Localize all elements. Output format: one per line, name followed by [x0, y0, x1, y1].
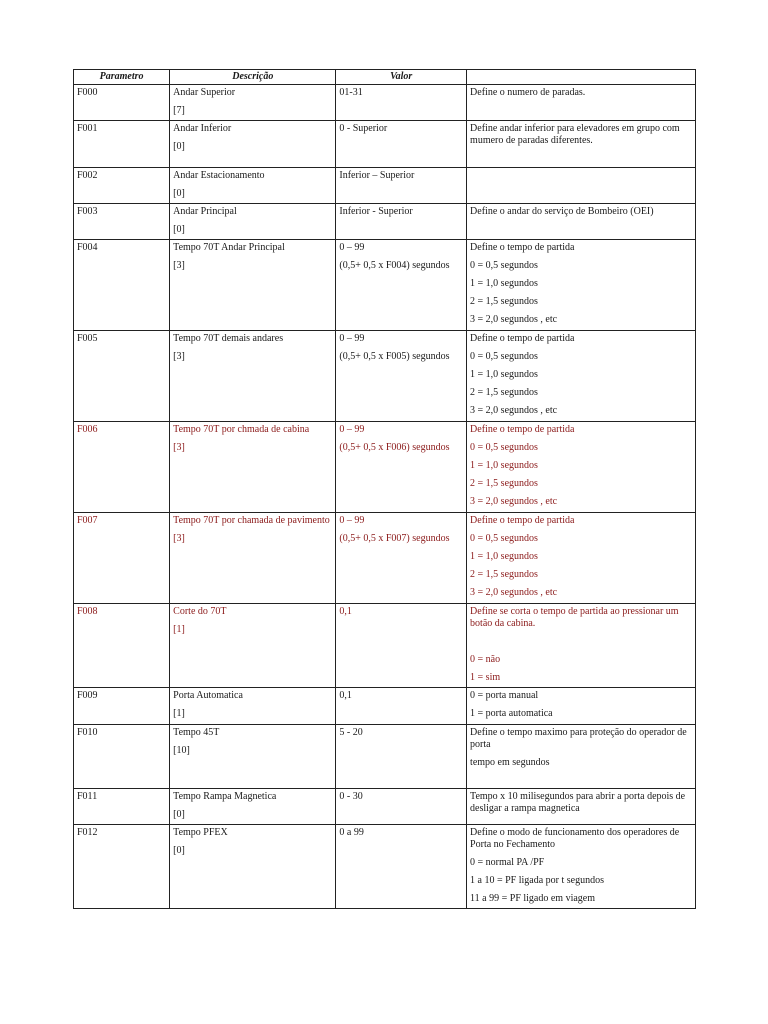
table-row — [74, 604, 696, 688]
param-definition-line: 0 = não — [470, 654, 501, 665]
param-id-cell: F012 — [74, 825, 170, 909]
param-definition-cell — [467, 604, 696, 688]
param-description: Andar Estacionamento — [173, 170, 265, 181]
param-default: [3] — [173, 442, 185, 453]
param-description-cell — [170, 85, 336, 121]
param-definition-cell — [467, 825, 696, 909]
param-id-cell: F006 — [74, 422, 170, 513]
param-description: Corte do 70T — [173, 606, 227, 617]
param-definition-line: 1 = 1,0 segundos — [470, 278, 538, 289]
param-id-cell: F003 — [74, 204, 170, 240]
param-definition-cell — [467, 513, 696, 604]
param-definition-line: 1 = 1,0 segundos — [470, 369, 538, 380]
param-default: [1] — [173, 708, 185, 719]
param-default: [10] — [173, 745, 190, 756]
param-definition-line: 0 = porta manual — [470, 690, 539, 701]
param-definition-line: 1 = 1,0 segundos — [470, 460, 538, 471]
param-value-line: 0 - Superior — [339, 123, 388, 134]
param-description-cell — [170, 331, 336, 422]
param-description: Andar Superior — [173, 87, 236, 98]
param-definition-line: 1 = porta automatica — [470, 708, 553, 719]
param-value-cell — [336, 688, 467, 725]
param-value-cell — [336, 513, 467, 604]
param-definition-line: 0 = normal PA /PF — [470, 857, 545, 868]
param-default: [1] — [173, 624, 185, 635]
param-definition-cell — [467, 85, 696, 121]
table-row — [74, 85, 696, 121]
param-definition-line: Define o tempo de partida — [470, 242, 575, 253]
param-value-cell — [336, 204, 467, 240]
param-value-line: 0 – 99 — [339, 242, 365, 253]
param-definition-line: 1 = sim — [470, 672, 501, 683]
table-row — [74, 240, 696, 331]
param-value-line: 0 - 30 — [339, 791, 363, 802]
param-value-line: 0 – 99 — [339, 333, 365, 344]
param-id-cell: F001 — [74, 121, 170, 168]
param-description-cell — [170, 204, 336, 240]
param-definition-line: 2 = 1,5 segundos — [470, 569, 538, 580]
param-id-cell: F011 — [74, 789, 170, 825]
param-id-cell: F000 — [74, 85, 170, 121]
param-description-cell — [170, 513, 336, 604]
param-definition-line: 11 a 99 = PF ligado em viagem — [470, 893, 596, 904]
param-value-line: 0 – 99 — [339, 515, 365, 526]
param-value-line: (0,5+ 0,5 x F005) segundos — [339, 351, 450, 362]
param-id-cell: F010 — [74, 725, 170, 789]
param-definition-cell — [467, 422, 696, 513]
param-description-cell — [170, 789, 336, 825]
param-value-line: 0,1 — [339, 690, 352, 701]
param-description: Porta Automatica — [173, 690, 243, 701]
param-definition-line: 2 = 1,5 segundos — [470, 387, 538, 398]
param-description-cell — [170, 240, 336, 331]
param-value-cell — [336, 825, 467, 909]
param-description-cell — [170, 121, 336, 168]
param-id-cell: F008 — [74, 604, 170, 688]
param-value-line: 0 a 99 — [339, 827, 364, 838]
param-definition-cell — [467, 168, 696, 204]
param-value-cell — [336, 240, 467, 331]
param-description-cell — [170, 168, 336, 204]
param-description: Tempo 70T por chmada de cabina — [173, 424, 310, 435]
param-description-cell — [170, 604, 336, 688]
param-description: Tempo 70T Andar Principal — [173, 242, 285, 253]
param-description: Tempo Rampa Magnetica — [173, 791, 277, 802]
param-description-cell — [170, 725, 336, 789]
param-value-line: Inferior - Superior — [339, 206, 413, 217]
table-row — [74, 789, 696, 825]
param-definition-line: Define o tempo de partida — [470, 515, 575, 526]
param-value-line: 0,1 — [339, 606, 352, 617]
param-definition-cell — [467, 240, 696, 331]
param-definition-line: Define o tempo de partida — [470, 333, 575, 344]
param-value-line: (0,5+ 0,5 x F004) segundos — [339, 260, 450, 271]
param-value-cell — [336, 422, 467, 513]
table-row — [74, 422, 696, 513]
param-id-cell: F002 — [74, 168, 170, 204]
param-value-line: 5 - 20 — [339, 727, 363, 738]
param-definition-line: 0 = 0,5 segundos — [470, 351, 538, 362]
table-row — [74, 331, 696, 422]
param-definition-line: 1 a 10 = PF ligada por t segundos — [470, 875, 605, 886]
param-definition-cell — [467, 331, 696, 422]
param-value-cell — [336, 725, 467, 789]
param-id-cell: F005 — [74, 331, 170, 422]
param-definition-line: 2 = 1,5 segundos — [470, 478, 538, 489]
param-definition-line: 2 = 1,5 segundos — [470, 296, 538, 307]
param-value-line: (0,5+ 0,5 x F006) segundos — [339, 442, 450, 453]
param-description: Tempo 70T demais andares — [173, 333, 284, 344]
param-description: Andar Inferior — [173, 123, 232, 134]
header-descricao: Descrição — [170, 70, 336, 85]
param-definition-line: Tempo x 10 milisegundos para abrir a porta depois de desligar a rampa magnetica — [470, 791, 686, 814]
param-definition-line: 3 = 2,0 segundos , etc — [470, 405, 558, 416]
param-definition-line: 0 = 0,5 segundos — [470, 260, 538, 271]
header-valor: Valor — [336, 70, 467, 85]
table-row — [74, 725, 696, 789]
param-default: [0] — [173, 809, 185, 820]
param-default: [0] — [173, 224, 185, 235]
param-value-line: 0 – 99 — [339, 424, 365, 435]
param-definition-line: Define andar inferior para elevadores em grupo com mumero de paradas diferentes. — [470, 123, 680, 146]
table-row — [74, 688, 696, 725]
param-definition-line: 0 = 0,5 segundos — [470, 533, 538, 544]
header-definicao — [467, 70, 696, 85]
param-value-cell — [336, 331, 467, 422]
param-definition-cell — [467, 688, 696, 725]
param-default: [0] — [173, 141, 185, 152]
param-id-cell: F007 — [74, 513, 170, 604]
param-definition-line: 3 = 2,0 segundos , etc — [470, 587, 558, 598]
param-value-cell — [336, 85, 467, 121]
param-definition-line: 0 = 0,5 segundos — [470, 442, 538, 453]
table-row — [74, 204, 696, 240]
param-definition-line: tempo em segundos — [470, 757, 550, 768]
param-definition-line — [470, 636, 692, 648]
param-definition-line: 3 = 2,0 segundos , etc — [470, 314, 558, 325]
header-row — [74, 70, 696, 85]
param-definition-line: Define o andar do serviço de Bombeiro (OEI) — [470, 206, 654, 217]
param-description: Tempo PFEX — [173, 827, 228, 838]
param-default: [7] — [173, 105, 185, 116]
param-definition-line: 3 = 2,0 segundos , etc — [470, 496, 558, 507]
param-description: Tempo 45T — [173, 727, 220, 738]
param-description-cell — [170, 688, 336, 725]
param-value-cell — [336, 121, 467, 168]
param-definition-cell — [467, 204, 696, 240]
param-value-cell — [336, 168, 467, 204]
param-definition-line: Define o modo de funcionamento dos operadores de Porta no Fechamento — [470, 827, 680, 850]
param-value-cell — [336, 604, 467, 688]
param-description: Tempo 70T por chamada de pavimento — [173, 515, 330, 526]
header-parametro: Parametro — [74, 70, 170, 85]
param-default: [3] — [173, 351, 185, 362]
table-row — [74, 168, 696, 204]
param-value-line: 01-31 — [339, 87, 363, 98]
table-row — [74, 825, 696, 909]
parameter-table — [73, 69, 696, 909]
param-definition-cell — [467, 121, 696, 168]
param-definition-cell — [467, 725, 696, 789]
param-default: [0] — [173, 845, 185, 856]
param-definition-line: 1 = 1,0 segundos — [470, 551, 538, 562]
param-default: [0] — [173, 188, 185, 199]
param-default: [3] — [173, 533, 185, 544]
param-definition-line: Define o tempo de partida — [470, 424, 575, 435]
param-description: Andar Principal — [173, 206, 237, 217]
param-default: [3] — [173, 260, 185, 271]
param-definition-line: Define o tempo maximo para proteção do operador de porta — [470, 727, 687, 750]
param-value-line: Inferior – Superior — [339, 170, 415, 181]
param-value-cell — [336, 789, 467, 825]
table-row — [74, 121, 696, 168]
param-description-cell — [170, 422, 336, 513]
table-row — [74, 513, 696, 604]
param-value-line: (0,5+ 0,5 x F007) segundos — [339, 533, 450, 544]
param-definition-line: Define se corta o tempo de partida ao pressionar um botão da cabina. — [470, 606, 679, 629]
param-definition-cell — [467, 789, 696, 825]
param-id-cell: F009 — [74, 688, 170, 725]
param-definition-line: Define o numero de paradas. — [470, 87, 586, 98]
param-description-cell — [170, 825, 336, 909]
table-body — [74, 85, 696, 909]
param-id-cell: F004 — [74, 240, 170, 331]
